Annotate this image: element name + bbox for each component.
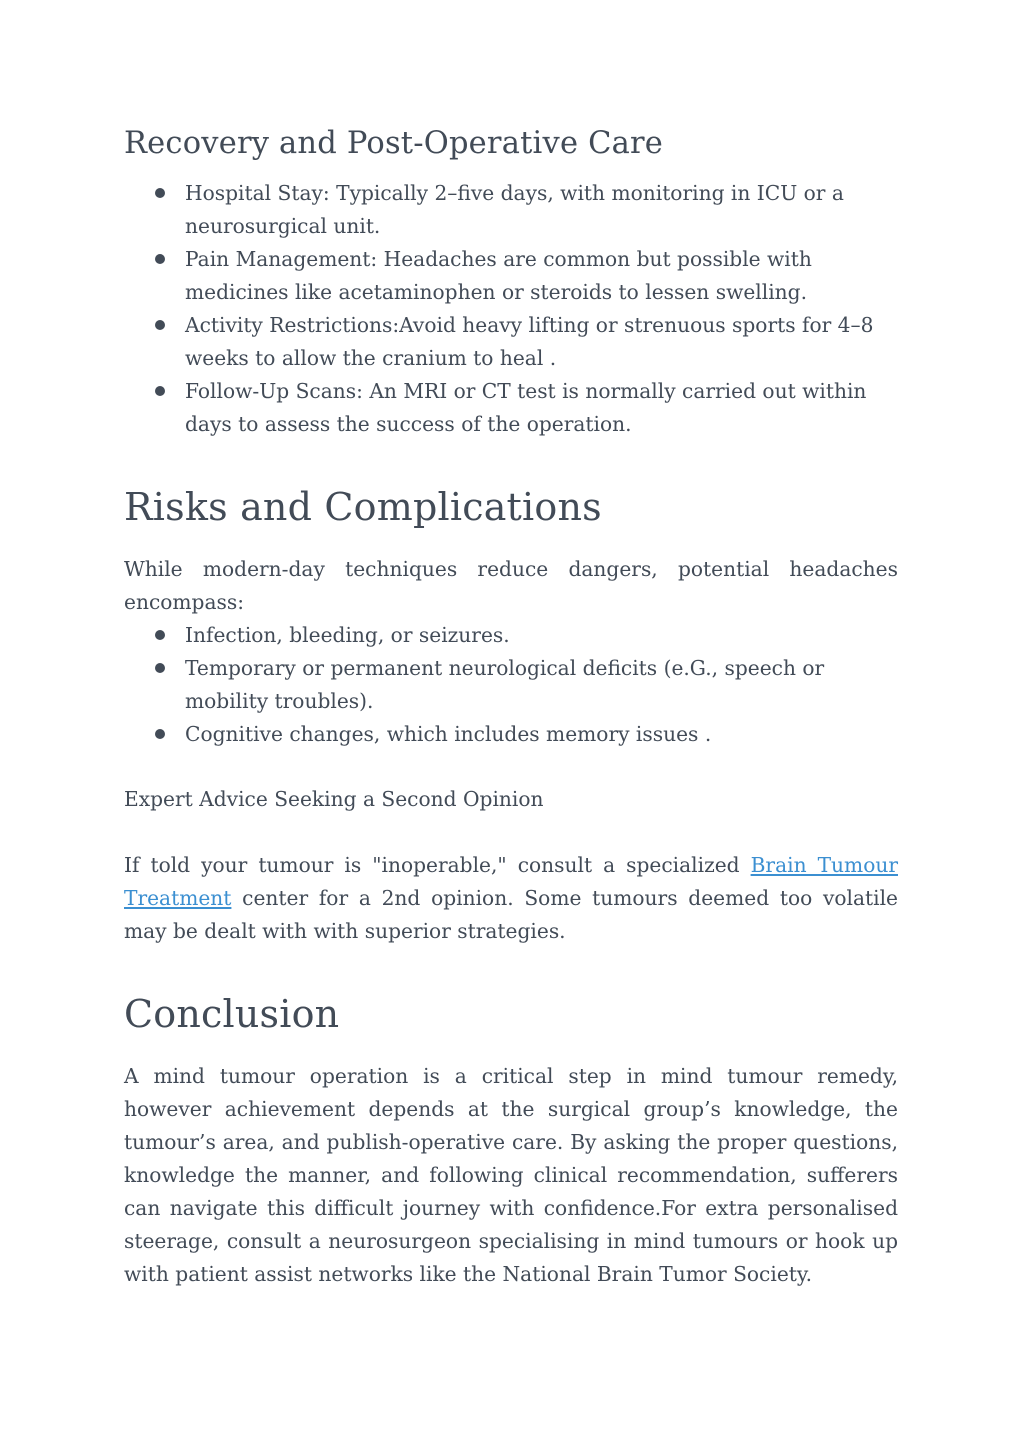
list-item bbox=[124, 243, 898, 309]
list-item-line: Pain Management: Headaches are common but possible with bbox=[185, 247, 812, 271]
list-item-line: Follow-Up Scans: An MRI or CT test is normally carried out within bbox=[185, 379, 867, 403]
conclusion-line: tumour’s area, and publish-operative care. By asking the proper questions, bbox=[124, 1130, 898, 1154]
expert-text: center for a 2nd opinion. Some tumours deemed too volatile bbox=[231, 886, 898, 910]
list-item-line: days to assess the success of the operation. bbox=[185, 412, 632, 436]
list-item-line: medicines like acetaminophen or steroids to lessen swelling. bbox=[185, 280, 808, 304]
list-item-line: neurosurgical unit. bbox=[185, 214, 381, 238]
expert-paragraph-line bbox=[124, 882, 898, 915]
risks-intro-line: While modern-day techniques reduce dangers, potential headaches bbox=[124, 557, 898, 581]
brain-tumour-treatment-link[interactable]: Treatment bbox=[124, 886, 232, 910]
conclusion-line: A mind tumour operation is a critical step in mind tumour remedy, bbox=[124, 1064, 898, 1088]
heading-conclusion: Conclusion bbox=[124, 992, 340, 1036]
list-item-line: Hospital Stay: Typically 2–five days, with monitoring in ICU or a bbox=[185, 181, 844, 205]
list-item-line: Temporary or permanent neurological deficits (e.G., speech or bbox=[185, 656, 825, 680]
expert-text: If told your tumour is "inoperable," consult a specialized bbox=[124, 853, 751, 877]
conclusion-line: can navigate this difficult journey with confidence.For extra personalised bbox=[124, 1196, 898, 1220]
bullet-icon bbox=[155, 188, 165, 198]
brain-tumour-treatment-link[interactable]: Brain Tumour bbox=[750, 853, 898, 877]
bullet-icon bbox=[155, 386, 165, 396]
bullet-icon bbox=[155, 630, 165, 640]
list-item-line: Activity Restrictions:Avoid heavy lifting or strenuous sports for 4–8 bbox=[185, 313, 874, 337]
bullet-icon bbox=[155, 254, 165, 264]
bullet-icon bbox=[155, 729, 165, 739]
bullet-icon bbox=[155, 663, 165, 673]
conclusion-line: steerage, consult a neurosurgeon specialising in mind tumours or hook up bbox=[124, 1229, 898, 1253]
bullet-icon bbox=[155, 320, 165, 330]
list-item-line: Infection, bleeding, or seizures. bbox=[185, 623, 510, 647]
list-item bbox=[124, 177, 898, 243]
list-item-line: Cognitive changes, which includes memory issues . bbox=[185, 722, 712, 746]
list-item-line: mobility troubles). bbox=[185, 689, 374, 713]
conclusion-line: knowledge the manner, and following clinical recommendation, sufferers bbox=[124, 1163, 898, 1187]
expert-subheading: Expert Advice Seeking a Second Opinion bbox=[124, 787, 544, 811]
risks-intro-line: encompass: bbox=[124, 590, 245, 614]
list-item bbox=[124, 718, 898, 751]
conclusion-line: however achievement depends at the surgical group’s knowledge, the bbox=[124, 1097, 898, 1121]
list-item bbox=[124, 309, 898, 375]
conclusion-line: with patient assist networks like the National Brain Tumor Society. bbox=[124, 1262, 813, 1286]
list-item bbox=[124, 375, 898, 441]
expert-paragraph-line bbox=[124, 849, 898, 882]
heading-risks: Risks and Complications bbox=[124, 485, 602, 529]
list-item bbox=[124, 619, 898, 652]
list-item-line: weeks to allow the cranium to heal . bbox=[185, 346, 557, 370]
risks-list bbox=[124, 619, 898, 751]
list-item bbox=[124, 652, 898, 718]
heading-recovery: Recovery and Post-Operative Care bbox=[124, 126, 664, 161]
recovery-list bbox=[124, 177, 898, 441]
expert-paragraph-line: may be dealt with with superior strategies. bbox=[124, 919, 566, 943]
